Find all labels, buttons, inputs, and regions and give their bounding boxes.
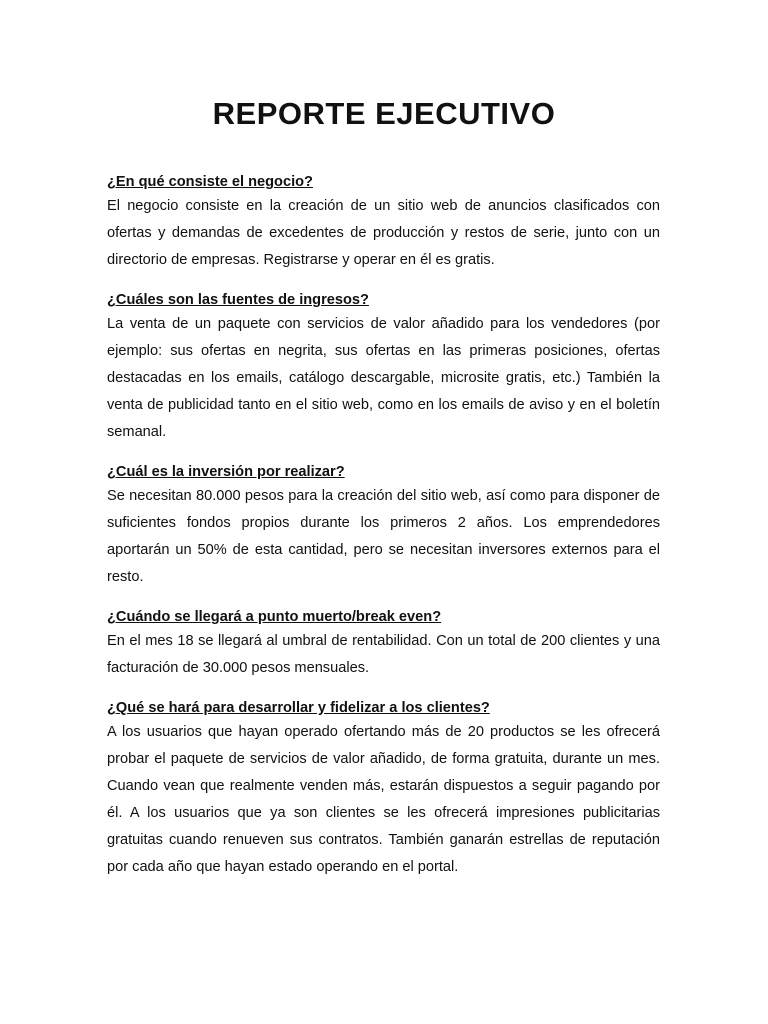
- section-heading: ¿Cuándo se llegará a punto muerto/break even?: [107, 609, 442, 625]
- section-paragraph: La venta de un paquete con servicios de valor añadido para los vendedores (por ejemplo: sus ofertas en negrita, sus ofertas en las primeras posiciones, ofertas destacadas en los emails, catálogo descargable, microsite gratis, etc.) También la venta de publicidad tanto en el sitio web, como en los emails de aviso y en el boletín semanal.: [107, 316, 660, 440]
- section-paragraph: El negocio consiste en la creación de un sitio web de anuncios clasificados con ofertas y demandas de excedentes de producción y restos de serie, junto con un directorio de empresas. Registrarse y operar en él es gratis.: [107, 198, 660, 268]
- section-break-even: [107, 606, 660, 682]
- section-revenue: [107, 289, 660, 446]
- section-investment: [107, 461, 660, 591]
- section-business: [107, 171, 660, 274]
- section-paragraph: En el mes 18 se llegará al umbral de rentabilidad. Con un total de 200 clientes y una facturación de 30.000 pesos mensuales.: [107, 633, 660, 676]
- section-heading: ¿Cuáles son las fuentes de ingresos?: [107, 292, 369, 308]
- section-paragraph: Se necesitan 80.000 pesos para la creación del sitio web, así como para disponer de suficientes fondos propios durante los primeros 2 años. Los emprendedores aportarán un 50% de esta cantidad, pero se necesitan inversores externos para el resto.: [107, 488, 660, 585]
- section-heading: ¿Cuál es la inversión por realizar?: [107, 464, 345, 480]
- section-heading: ¿Qué se hará para desarrollar y fidelizar a los clientes?: [107, 700, 490, 716]
- document-body: [107, 171, 660, 896]
- section-paragraph: A los usuarios que hayan operado ofertando más de 20 productos se les ofrecerá probar el paquete de servicios de valor añadido, de forma gratuita, durante un mes. Cuando vean que realmente venden más, estarán dispuestos a seguir pagando por él. A los usuarios que ya son clientes se les ofrecerá impresiones publicitarias gratuitas cuando renueven sus contratos. También ganarán estrellas de reputación por cada año que hayan estado operando en el portal.: [107, 724, 660, 875]
- section-customer-loyalty: [107, 697, 660, 881]
- document-title: REPORTE EJECUTIVO: [212, 96, 556, 131]
- section-heading: ¿En qué consiste el negocio?: [107, 174, 313, 190]
